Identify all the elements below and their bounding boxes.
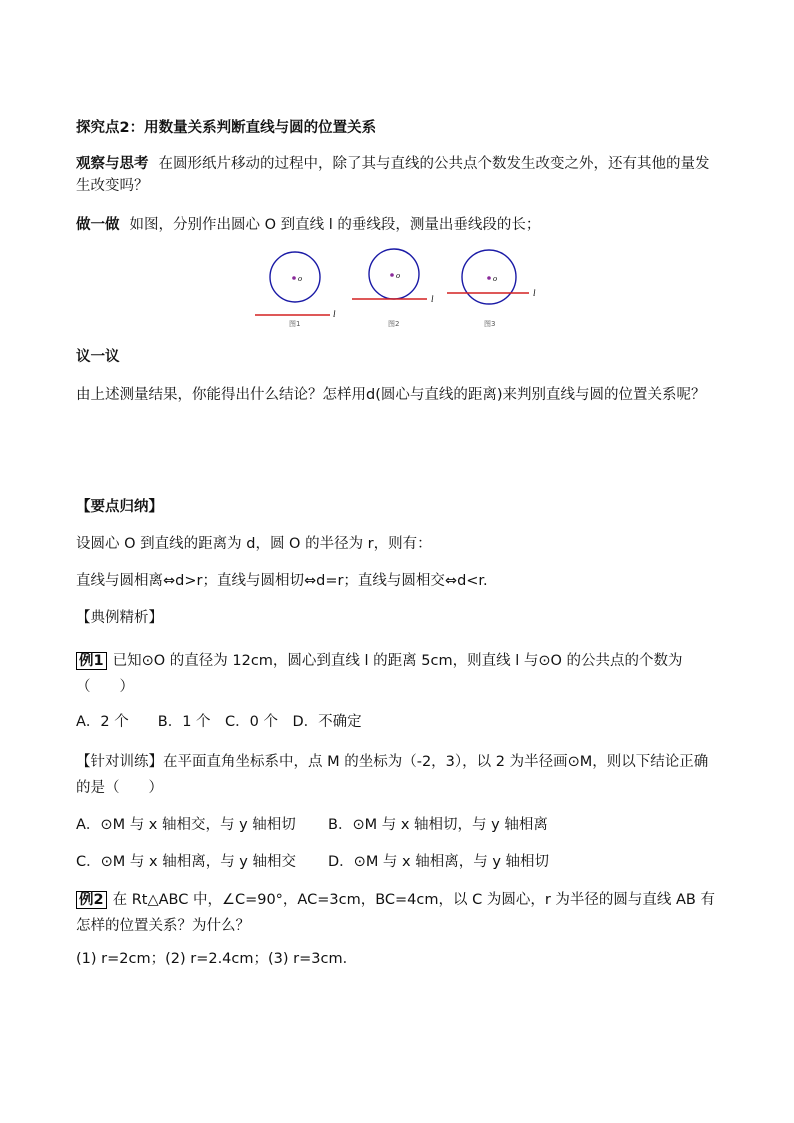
example-1-tag: 例1 bbox=[76, 652, 107, 670]
circle-line-figure bbox=[255, 247, 550, 332]
observe-label: 观察与思考 bbox=[76, 156, 149, 172]
caption-1: 图1 bbox=[289, 320, 301, 328]
example-2-question bbox=[76, 887, 718, 939]
observe-paragraph bbox=[76, 153, 718, 197]
section-title: 探究点2：用数量关系判断直线与圆的位置关系 bbox=[76, 120, 377, 136]
doit-label: 做一做 bbox=[76, 217, 120, 233]
line-label-2: l bbox=[431, 294, 434, 304]
caption-3: 图3 bbox=[484, 320, 496, 328]
observe-text: 在圆形纸片移动的过程中，除了其与直线的公共点个数发生改变之外，还有其他的量发生改变吗？ bbox=[76, 156, 710, 194]
example-2-tag: 例2 bbox=[76, 891, 107, 909]
example-2-text: 在 Rt△ABC 中，∠C=90°，AC=3cm，BC=4cm，以 C 为圆心，r 为半径的圆与直线 AB 有怎样的位置关系？为什么？ bbox=[76, 892, 715, 934]
example-1-text: 已知⊙O 的直径为 12cm，圆心到直线 l 的距离 5cm，则直线 l 与⊙O 的公共点的个数为（ ） bbox=[76, 653, 683, 695]
example-1-question bbox=[76, 648, 718, 700]
examples-heading: 【典例精析】 bbox=[76, 610, 163, 626]
doit-text: 如图，分别作出圆心 O 到直线 l 的垂线段，测量出垂线段的长； bbox=[129, 217, 541, 233]
practice-question: 【针对训练】在平面直角坐标系中，点 M 的坐标为（-2，3），以 2 为半径画⊙M，则以下结论正确的是（ ） bbox=[76, 754, 709, 796]
practice-options-row-1 bbox=[76, 815, 548, 835]
key-points-heading: 【要点归纳】 bbox=[76, 499, 163, 515]
practice-option-b: B．⊙M 与 x 轴相切，与 y 轴相离 bbox=[328, 817, 548, 833]
center-dot-2 bbox=[390, 273, 394, 277]
caption-2: 图2 bbox=[388, 320, 400, 328]
practice-option-c: C．⊙M 与 x 轴相离，与 y 轴相交 bbox=[76, 854, 296, 870]
discuss-text: 由上述测量结果，你能得出什么结论？怎样用d(圆心与直线的距离)来判别直线与圆的位置关系呢？ bbox=[76, 387, 706, 403]
practice-option-a: A．⊙M 与 x 轴相交，与 y 轴相切 bbox=[76, 817, 296, 833]
example-1-options: A．2 个 B．1 个 C．0 个 D．不确定 bbox=[76, 714, 362, 730]
center-label-3: o bbox=[493, 274, 497, 283]
circle-2 bbox=[369, 249, 419, 299]
center-dot-1 bbox=[292, 276, 296, 280]
center-label-2: o bbox=[396, 271, 400, 280]
key-points-line-2: 直线与圆相离⇔d>r；直线与圆相切⇔d=r；直线与圆相交⇔d<r. bbox=[76, 573, 488, 589]
center-dot-3 bbox=[487, 276, 491, 280]
key-points-line-1: 设圆心 O 到直线的距离为 d，圆 O 的半径为 r，则有： bbox=[76, 536, 432, 552]
line-label-3: l bbox=[533, 288, 536, 298]
line-label-1: l bbox=[333, 309, 336, 319]
practice-option-d: D．⊙M 与 x 轴相离，与 y 轴相切 bbox=[328, 854, 550, 870]
example-2-subquestions: (1) r=2cm；(2) r=2.4cm；(3) r=3cm． bbox=[76, 951, 358, 967]
practice-options-row-2 bbox=[76, 852, 549, 872]
doit-paragraph bbox=[76, 215, 540, 235]
center-label-1: o bbox=[298, 274, 302, 283]
discuss-label: 议一议 bbox=[76, 349, 120, 365]
